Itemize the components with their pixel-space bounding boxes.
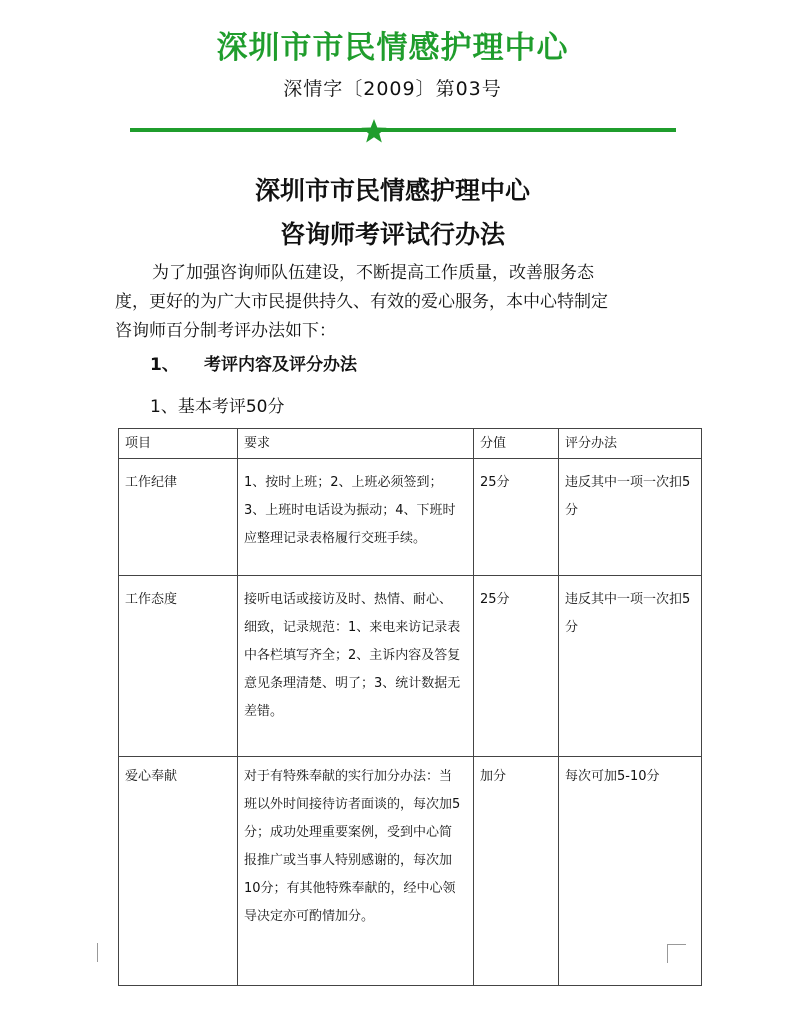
intro-line-3: 咨询师百分制考评办法如下： [115,321,336,341]
item-cell: 工作态度 [119,576,238,757]
table-row [119,757,702,986]
intro-line-1: 为了加强咨询师队伍建设，不断提高工作质量，改善服务态 [152,263,594,283]
table-row [119,576,702,757]
intro-line-2: 度，更好的为广大市民提供持久、有效的爱心服务，本中心特制定 [115,292,608,312]
section-heading [150,350,357,375]
sub-heading: 1、基本考评50分 [150,397,285,417]
score-cell: 25分 [474,459,559,576]
method-cell: 违反其中一项一次扣5分 [559,459,702,576]
crop-mark-right [667,944,686,963]
requirement-cell: 1、按时上班；2、上班必须签到；3、上班时电话设为振动；4、下班时应整理记录表格履行交班手续。 [238,459,474,576]
score-cell: 加分 [474,757,559,986]
method-cell: 违反其中一项一次扣5分 [559,576,702,757]
table-header-cell: 评分办法 [559,429,702,459]
doc-number: 深情字〔2009〕第03号 [283,78,502,100]
star-icon [360,118,388,144]
table-header-cell: 分值 [474,429,559,459]
evaluation-table [118,428,702,986]
method-cell: 每次可加5-10分 [559,757,702,986]
table-row [119,459,702,576]
crop-mark-left [97,943,98,962]
score-cell: 25分 [474,576,559,757]
requirement-cell: 对于有特殊奉献的实行加分办法：当班以外时间接待访者面谈的，每次加5分；成功处理重要案例，受到中心简报推广或当事人特别感谢的，每次加10分；有其他特殊奉献的，经中心领导决定亦可酌情加分。 [238,757,474,986]
org-header: 深圳市市民情感护理中心 [216,30,569,66]
requirement-cell: 接听电话或接访及时、热情、耐心、细致，记录规范：1、来电来访记录表中各栏填写齐全；2、主诉内容及答复意见条理清楚、明了；3、统计数据无差错。 [238,576,474,757]
doc-title-line2: 咨询师考评试行办法 [279,220,505,249]
section-title: 考评内容及评分办法 [204,355,357,375]
table-header-row [119,429,702,459]
item-cell: 爱心奉献 [119,757,238,986]
item-cell: 工作纪律 [119,459,238,576]
doc-title-line1: 深圳市市民情感护理中心 [254,176,530,205]
table-header-cell: 要求 [238,429,474,459]
header-divider [130,128,676,132]
table-header-cell: 项目 [119,429,238,459]
section-number: 1、 [150,355,179,375]
